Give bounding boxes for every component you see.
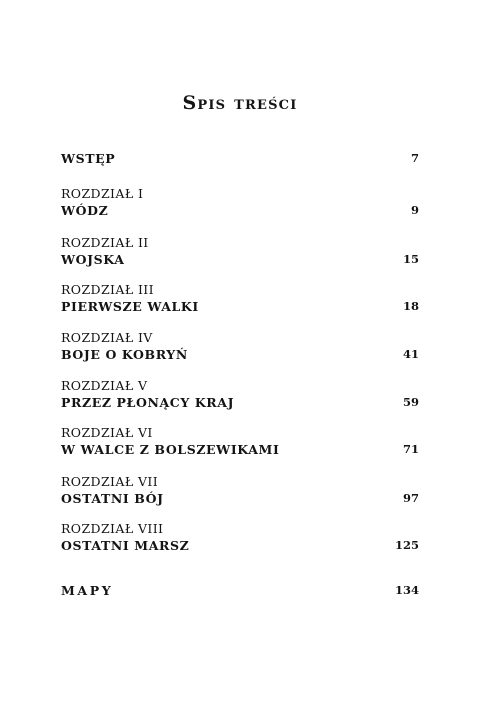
toc-entry-chapter-4[interactable] — [61, 329, 419, 363]
entry-page-number: 9 — [410, 203, 419, 217]
entry-chapter-label: ROZDZIAŁ IV — [61, 330, 153, 345]
entry-chapter-label: ROZDZIAŁ V — [61, 378, 148, 393]
entry-chapter-label: ROZDZIAŁ II — [61, 235, 149, 250]
entry-page-number: 18 — [402, 299, 419, 313]
entry-chapter-label: ROZDZIAŁ I — [61, 186, 144, 201]
toc-entry-chapter-2[interactable] — [61, 234, 419, 268]
toc-entry-chapter-8[interactable] — [61, 520, 419, 554]
entry-page-number: 71 — [402, 442, 419, 456]
toc-entry-chapter-6[interactable] — [61, 424, 419, 458]
entry-heading: WÓDZ — [61, 203, 109, 218]
entry-heading: BOJE O KOBRYŃ — [61, 347, 188, 362]
table-of-contents — [61, 0, 419, 702]
toc-entry-chapter-3[interactable] — [61, 281, 419, 315]
toc-entry-introduction[interactable] — [61, 150, 419, 167]
entry-page-number: 125 — [394, 538, 419, 552]
page-title: Spis treści — [182, 92, 298, 114]
entry-heading: MAPY — [61, 583, 114, 598]
entry-chapter-label: ROZDZIAŁ III — [61, 282, 154, 297]
toc-entry-chapter-7[interactable] — [61, 473, 419, 507]
entry-heading: WOJSKA — [61, 252, 125, 267]
entry-chapter-label: ROZDZIAŁ VII — [61, 474, 159, 489]
entry-page-number: 41 — [402, 347, 419, 361]
entry-heading: W WALCE Z BOLSZEWIKAMI — [61, 442, 280, 457]
entry-heading: WSTĘP — [61, 151, 116, 166]
toc-entry-chapter-1[interactable] — [61, 185, 419, 219]
entry-page-number: 97 — [402, 491, 419, 505]
entry-page-number: 15 — [402, 252, 419, 266]
entry-chapter-label: ROZDZIAŁ VIII — [61, 521, 164, 536]
toc-entry-maps[interactable] — [61, 582, 419, 599]
entry-heading: PRZEZ PŁONĄCY KRAJ — [61, 395, 235, 410]
entry-heading: OSTATNI BÓJ — [61, 491, 164, 506]
entry-page-number: 59 — [402, 395, 419, 409]
entry-heading: PIERWSZE WALKI — [61, 299, 199, 314]
entry-chapter-label: ROZDZIAŁ VI — [61, 425, 153, 440]
entry-heading: OSTATNI MARSZ — [61, 538, 190, 553]
entry-page-number: 7 — [410, 151, 419, 165]
toc-entry-chapter-5[interactable] — [61, 377, 419, 411]
entry-page-number: 134 — [394, 583, 419, 597]
